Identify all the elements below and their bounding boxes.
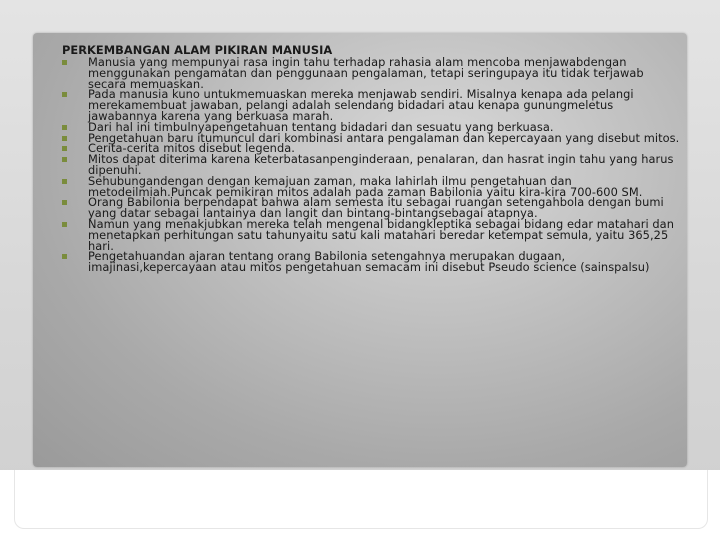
bullet-text: Mitos dapat diterima karena keterbatasanpenginderaan, penalaran, dan hasrat ingin tahu yang harus dipenuhi. bbox=[88, 152, 674, 177]
bullet-text: Pada manusia kuno untukmemuaskan mereka menjawab sendiri. Misalnya kenapa ada pelangi merekamembuat jawaban, pelangi adalah selendang bidadari atau kenapa gunungmeletus jawabannya karena yang berkuasa marah. bbox=[88, 87, 634, 123]
bullet-item bbox=[62, 57, 682, 89]
slide-bottom-frame bbox=[14, 470, 708, 529]
bullet-text: Pengetahuan baru itumuncul dari kombinasi antara pengalaman dan kepercayaan yang disebut mitos. bbox=[88, 130, 680, 145]
bullet-text: Manusia yang mempunyai rasa ingin tahu terhadap rahasia alam mencoba menjawabdengan menggunakan pengamatan dan penggunaan pengalaman, tetapi seringupaya itu tidak terjawab secara memuaskan. bbox=[88, 55, 644, 91]
bullet-item bbox=[62, 173, 682, 199]
bullet-text: Dari hal ini timbulnyapengetahuan tentang bidadari dan sesuatu yang berkuasa. bbox=[88, 119, 554, 134]
square-bullet-icon bbox=[62, 157, 67, 162]
square-bullet-icon bbox=[62, 136, 67, 141]
bullet-text: Cerita-cerita mitos disebut legenda. bbox=[88, 141, 295, 156]
bullet-text: Orang Babilonia berpendapat bahwa alam semesta itu sebagai ruangan setengahbola dengan bumi yang datar sebagai lantainya dan langit dan bintang-bintangsebagai atapnya. bbox=[88, 195, 664, 221]
square-bullet-icon bbox=[62, 179, 67, 184]
square-bullet-icon bbox=[62, 254, 67, 259]
bullet-item bbox=[62, 251, 682, 273]
slide-text-block bbox=[62, 44, 682, 273]
bullet-item bbox=[62, 197, 682, 219]
square-bullet-icon bbox=[62, 60, 67, 65]
square-bullet-icon bbox=[62, 125, 67, 130]
bullet-text: Namun yang menakjubkan mereka telah mengenal bidangkleptika sebagai bidang edar matahari dan menetapkan perhitungan satu tahunyaitu satu kali matahari beredar ketempat semula, yaitu 365,25 hari. bbox=[88, 216, 674, 253]
square-bullet-icon bbox=[62, 200, 67, 205]
slide-title: PERKEMBANGAN ALAM PIKIRAN MANUSIA bbox=[62, 43, 333, 57]
bullet-text: Sehubungandengan dengan kemajuan zaman, maka lahirlah ilmu pengetahuan dan metodeilmiah.Puncak pemikiran mitos adalah pada zaman Babilonia yaitu kira-kira 700-600 SM. bbox=[88, 173, 643, 199]
bullet-list bbox=[62, 57, 682, 273]
square-bullet-icon bbox=[62, 222, 67, 227]
bullet-item bbox=[62, 89, 682, 121]
square-bullet-icon bbox=[62, 146, 67, 151]
bullet-item bbox=[62, 216, 682, 253]
square-bullet-icon bbox=[62, 92, 67, 97]
bullet-text: Pengetahuandan ajaran tentang orang Babilonia setengahnya merupakan dugaan, imajinasi,kepercayaan atau mitos pengetahuan semacam ini disebut Pseudo science (sainspalsu) bbox=[88, 249, 650, 275]
bullet-item bbox=[62, 154, 682, 176]
